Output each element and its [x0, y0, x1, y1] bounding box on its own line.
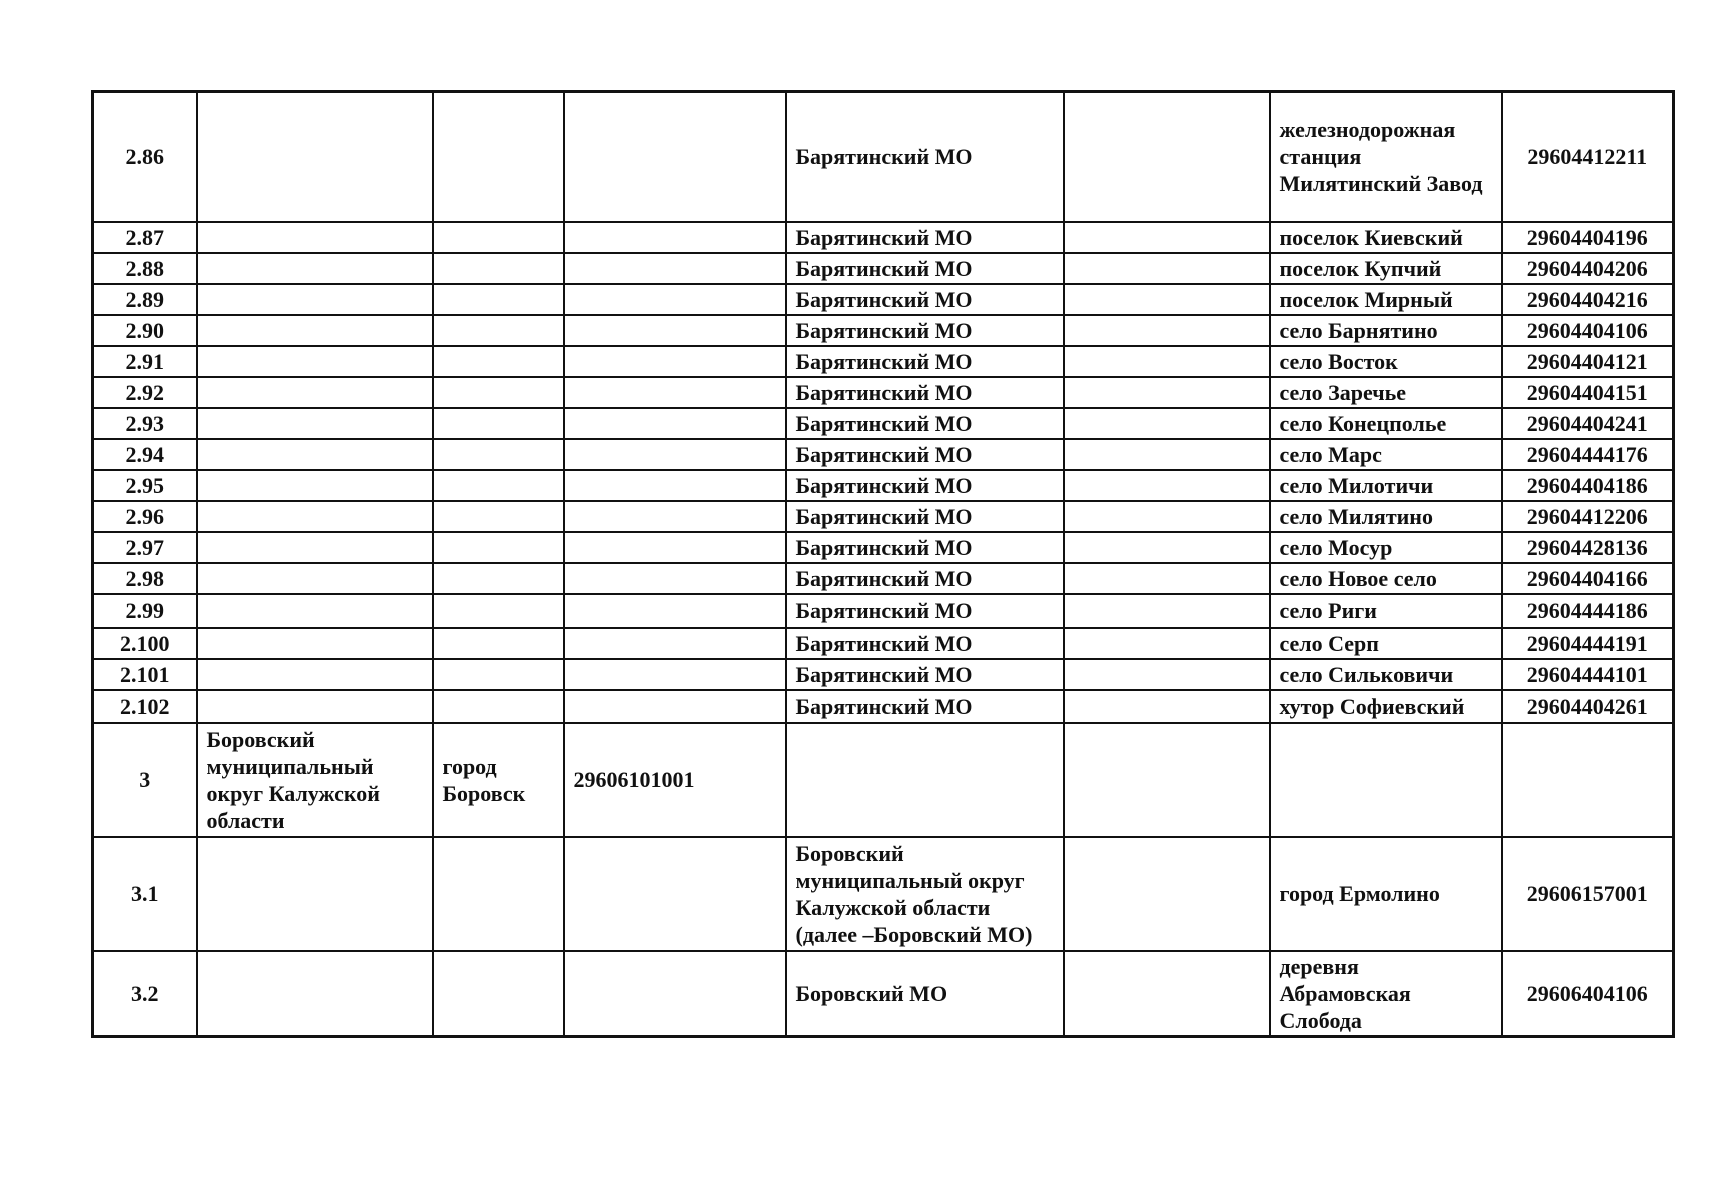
row-number: 2.101	[93, 659, 197, 690]
settlement-cell: село Новое село	[1270, 563, 1502, 594]
empty-cell	[1064, 594, 1270, 628]
settlement-cell: село Барнятино	[1270, 315, 1502, 346]
district-cell: Боровский МО	[786, 951, 1064, 1037]
district-cell: Барятинский МО	[786, 315, 1064, 346]
municipality-cell	[197, 222, 433, 253]
row-number: 2.89	[93, 284, 197, 315]
settlement-cell: село Милотичи	[1270, 470, 1502, 501]
municipality-cell	[197, 439, 433, 470]
settlement-cell: поселок Мирный	[1270, 284, 1502, 315]
admin-center-cell	[433, 594, 564, 628]
admin-center-cell	[433, 377, 564, 408]
row-number: 2.97	[93, 532, 197, 563]
row-number: 2.100	[93, 628, 197, 659]
district-cell: Барятинский МО	[786, 563, 1064, 594]
district-cell: Барятинский МО	[786, 690, 1064, 723]
row-number: 3.1	[93, 837, 197, 951]
empty-cell	[1064, 837, 1270, 951]
admin-center-cell	[433, 563, 564, 594]
admin-center-cell	[433, 532, 564, 563]
empty-cell	[1064, 377, 1270, 408]
district-cell: Барятинский МО	[786, 92, 1064, 222]
oktmo-center-cell: 29606101001	[564, 723, 786, 837]
admin-center-cell	[433, 690, 564, 723]
oktmo-code-cell: 29604404166	[1502, 563, 1674, 594]
oktmo-code-cell: 29604404196	[1502, 222, 1674, 253]
empty-cell	[1064, 628, 1270, 659]
admin-center-cell	[433, 439, 564, 470]
admin-center-cell	[433, 951, 564, 1037]
oktmo-center-cell	[564, 377, 786, 408]
oktmo-code-cell: 29604404106	[1502, 315, 1674, 346]
settlement-cell	[1270, 723, 1502, 837]
empty-cell	[1064, 659, 1270, 690]
oktmo-center-cell	[564, 346, 786, 377]
empty-cell	[1064, 532, 1270, 563]
oktmo-center-cell	[564, 951, 786, 1037]
oktmo-center-cell	[564, 628, 786, 659]
municipality-cell	[197, 628, 433, 659]
admin-center-cell	[433, 659, 564, 690]
row-number: 2.94	[93, 439, 197, 470]
settlement-cell: село Серп	[1270, 628, 1502, 659]
district-cell: Барятинский МО	[786, 284, 1064, 315]
district-cell: Барятинский МО	[786, 222, 1064, 253]
municipality-cell	[197, 501, 433, 532]
settlement-cell: село Сильковичи	[1270, 659, 1502, 690]
district-cell: Барятинский МО	[786, 253, 1064, 284]
admin-center-cell	[433, 470, 564, 501]
oktmo-center-cell	[564, 408, 786, 439]
empty-cell	[1064, 470, 1270, 501]
table-row	[93, 408, 1674, 439]
oktmo-code-cell: 29604404121	[1502, 346, 1674, 377]
table-row	[93, 92, 1674, 222]
district-cell: Барятинский МО	[786, 346, 1064, 377]
table-row	[93, 470, 1674, 501]
admin-center-cell	[433, 92, 564, 222]
municipality-cell	[197, 659, 433, 690]
admin-center-cell	[433, 346, 564, 377]
settlement-cell: село Милятино	[1270, 501, 1502, 532]
row-number: 2.92	[93, 377, 197, 408]
municipality-cell	[197, 92, 433, 222]
settlement-cell: деревня Абрамовская Слобода	[1270, 951, 1502, 1037]
row-number: 2.98	[93, 563, 197, 594]
settlement-cell: село Конецполье	[1270, 408, 1502, 439]
row-number: 2.86	[93, 92, 197, 222]
municipality-cell	[197, 315, 433, 346]
admin-center-cell	[433, 408, 564, 439]
district-cell: Барятинский МО	[786, 532, 1064, 563]
municipality-cell	[197, 690, 433, 723]
settlement-cell: поселок Купчий	[1270, 253, 1502, 284]
settlement-cell: хутор Софиевский	[1270, 690, 1502, 723]
table-row	[93, 253, 1674, 284]
row-number: 2.90	[93, 315, 197, 346]
district-cell: Барятинский МО	[786, 377, 1064, 408]
district-cell: Барятинский МО	[786, 594, 1064, 628]
admin-center-cell	[433, 628, 564, 659]
row-number: 2.96	[93, 501, 197, 532]
empty-cell	[1064, 723, 1270, 837]
settlement-cell: село Заречье	[1270, 377, 1502, 408]
municipality-cell	[197, 346, 433, 377]
settlements-table	[91, 90, 1675, 1038]
municipality-cell	[197, 951, 433, 1037]
district-cell: Барятинский МО	[786, 628, 1064, 659]
settlement-cell: поселок Киевский	[1270, 222, 1502, 253]
oktmo-code-cell: 29606404106	[1502, 951, 1674, 1037]
table-row	[93, 532, 1674, 563]
empty-cell	[1064, 439, 1270, 470]
table-row	[93, 439, 1674, 470]
district-cell: Барятинский МО	[786, 659, 1064, 690]
settlement-cell: город Ермолино	[1270, 837, 1502, 951]
admin-center-cell: город Боровск	[433, 723, 564, 837]
table-row	[93, 346, 1674, 377]
district-cell: Барятинский МО	[786, 470, 1064, 501]
oktmo-code-cell: 29604404186	[1502, 470, 1674, 501]
row-number: 2.91	[93, 346, 197, 377]
table-row	[93, 594, 1674, 628]
row-number: 2.102	[93, 690, 197, 723]
table-row	[93, 837, 1674, 951]
oktmo-center-cell	[564, 563, 786, 594]
municipality-cell	[197, 253, 433, 284]
settlement-cell: село Восток	[1270, 346, 1502, 377]
municipality-cell: Боровский муниципальный округ Калужской области	[197, 723, 433, 837]
district-cell: Барятинский МО	[786, 501, 1064, 532]
oktmo-center-cell	[564, 532, 786, 563]
municipality-cell	[197, 284, 433, 315]
table-row	[93, 377, 1674, 408]
row-number: 3.2	[93, 951, 197, 1037]
row-number: 2.88	[93, 253, 197, 284]
district-cell: Боровский муниципальный округ Калужской области (далее –Боровский МО)	[786, 837, 1064, 951]
table-row	[93, 222, 1674, 253]
oktmo-code-cell: 29604428136	[1502, 532, 1674, 563]
oktmo-center-cell	[564, 315, 786, 346]
municipality-cell	[197, 470, 433, 501]
oktmo-code-cell	[1502, 723, 1674, 837]
district-cell: Барятинский МО	[786, 439, 1064, 470]
oktmo-code-cell: 29604444186	[1502, 594, 1674, 628]
table-row	[93, 951, 1674, 1037]
oktmo-center-cell	[564, 222, 786, 253]
admin-center-cell	[433, 284, 564, 315]
empty-cell	[1064, 92, 1270, 222]
admin-center-cell	[433, 253, 564, 284]
table-row	[93, 628, 1674, 659]
settlement-cell: железнодорожная станция Милятинский Завод	[1270, 92, 1502, 222]
empty-cell	[1064, 690, 1270, 723]
row-number: 2.99	[93, 594, 197, 628]
oktmo-code-cell: 29604404206	[1502, 253, 1674, 284]
admin-center-cell	[433, 837, 564, 951]
oktmo-center-cell	[564, 501, 786, 532]
district-cell: Барятинский МО	[786, 408, 1064, 439]
oktmo-center-cell	[564, 253, 786, 284]
empty-cell	[1064, 346, 1270, 377]
admin-center-cell	[433, 222, 564, 253]
settlement-cell: село Мосур	[1270, 532, 1502, 563]
row-number: 2.95	[93, 470, 197, 501]
empty-cell	[1064, 315, 1270, 346]
oktmo-center-cell	[564, 659, 786, 690]
district-cell	[786, 723, 1064, 837]
admin-center-cell	[433, 315, 564, 346]
oktmo-code-cell: 29604404241	[1502, 408, 1674, 439]
oktmo-center-cell	[564, 439, 786, 470]
oktmo-code-cell: 29604444191	[1502, 628, 1674, 659]
municipality-cell	[197, 563, 433, 594]
table-body	[93, 92, 1674, 1037]
oktmo-code-cell: 29604404261	[1502, 690, 1674, 723]
oktmo-code-cell: 29604444176	[1502, 439, 1674, 470]
municipality-cell	[197, 377, 433, 408]
empty-cell	[1064, 501, 1270, 532]
settlement-cell: село Риги	[1270, 594, 1502, 628]
oktmo-code-cell: 29604404216	[1502, 284, 1674, 315]
table-row	[93, 501, 1674, 532]
oktmo-code-cell: 29604444101	[1502, 659, 1674, 690]
empty-cell	[1064, 951, 1270, 1037]
oktmo-code-cell: 29604404151	[1502, 377, 1674, 408]
row-number: 2.87	[93, 222, 197, 253]
municipality-cell	[197, 837, 433, 951]
oktmo-center-cell	[564, 690, 786, 723]
oktmo-center-cell	[564, 284, 786, 315]
oktmo-center-cell	[564, 594, 786, 628]
row-number: 3	[93, 723, 197, 837]
empty-cell	[1064, 253, 1270, 284]
oktmo-code-cell: 29604412206	[1502, 501, 1674, 532]
municipality-cell	[197, 408, 433, 439]
oktmo-code-cell: 29604412211	[1502, 92, 1674, 222]
empty-cell	[1064, 408, 1270, 439]
table-row	[93, 284, 1674, 315]
settlement-cell: село Марс	[1270, 439, 1502, 470]
empty-cell	[1064, 563, 1270, 594]
oktmo-center-cell	[564, 92, 786, 222]
empty-cell	[1064, 222, 1270, 253]
oktmo-code-cell: 29606157001	[1502, 837, 1674, 951]
oktmo-center-cell	[564, 470, 786, 501]
admin-center-cell	[433, 501, 564, 532]
oktmo-center-cell	[564, 837, 786, 951]
municipality-cell	[197, 594, 433, 628]
table-row	[93, 563, 1674, 594]
table-row	[93, 315, 1674, 346]
table-row	[93, 690, 1674, 723]
table-row	[93, 659, 1674, 690]
empty-cell	[1064, 284, 1270, 315]
table-row	[93, 723, 1674, 837]
row-number: 2.93	[93, 408, 197, 439]
municipality-cell	[197, 532, 433, 563]
